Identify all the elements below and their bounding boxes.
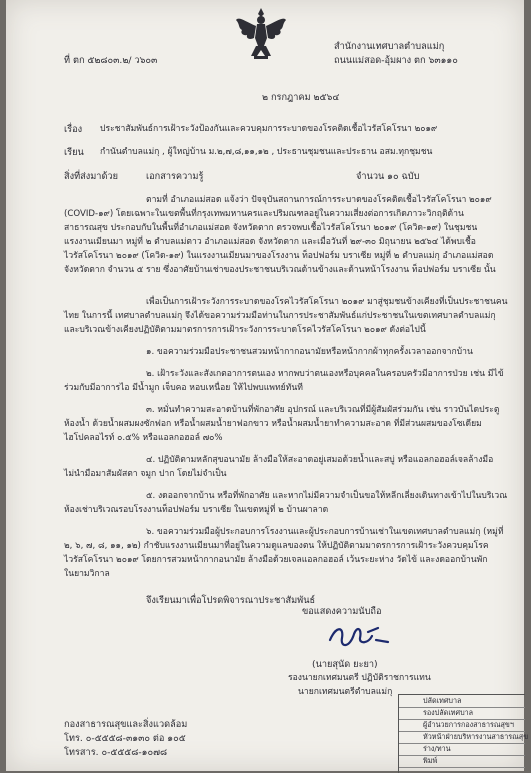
paragraph-1-line: แรงงานเมียนมา หมู่ที่ ๒ ตำบลแม่ตาว อำเภอแม่สอด จังหวัดตาก และเมื่อวันที่ ๒๙-๓๐ มิถุนายน ๒๕๖๔ ได้พบเชื้อ [64, 237, 476, 247]
measure-item: ห้องเช่าบริเวณรอบโรงงานท็อปฟอร์ม บราเซีย ในเขตหมู่ที่ ๒ บ้านผาลาด [64, 505, 329, 515]
measure-item: ห้องน้ำ ด้วยน้ำผสมผงซักฟอก หรือน้ำผสมน้ำยาฟอกขาว หรือน้ำผสมน้ำยาทำความสะอาด ที่มีส่วนผสมของโซเดียม [64, 419, 482, 429]
paragraph-1-line: จังหวัดตาก จำนวน ๕ ราย ซึ่งอาศัยบ้านเช่าของประชาชนบริเวณด้านข้างและด้านหน้าโรงงาน ท็อปฟอร์ม บราเซีย นั้น [64, 265, 496, 275]
measure-item: ร่วมกับมีอาการไอ มีน้ำมูก เจ็บคอ หอบเหนื่อย ให้ไปพบแพทย์ทันที [64, 383, 303, 393]
closing-line: จึงเรียนมาเพื่อโปรดพิจารณาประชาสัมพันธ์ [146, 595, 316, 606]
measure-item: ในยามวิกาล [64, 569, 110, 579]
department: กองสาธารณสุขและสิ่งแวดล้อม [64, 719, 188, 730]
measure-item: ๔. ปฏิบัติตามหลักสุขอนามัย ล้างมือให้สะอาดอยู่เสมอด้วยน้ำและสบู่ หรือแอลกอฮอล์เจลล้างมือ [146, 455, 494, 465]
to-label: เรียน [64, 147, 84, 158]
routing-item: รองปลัดเทศบาล [423, 708, 474, 717]
routing-item: ผู้อำนวยการกองสาธารณสุขฯ [423, 720, 514, 729]
measure-item: ๑. ขอความร่วมมือประชาชนสวมหน้ากากอนามัยหรือหน้ากากผ้าทุกครั้งเวลาออกจากบ้าน [146, 347, 473, 357]
routing-item: พิมพ์ [423, 756, 438, 765]
signer-name: (นายสุนัด ยะยา) [312, 659, 378, 670]
measure-item: ไวรัสโคโรนา ๒๐๑๙ โดยการสวมหน้ากากอนามัย ล้างมือด้วยเจลแอลกอฮอล์ เว้นระยะห่าง วัดไข้ และงดออกบ้านพัก [64, 555, 488, 565]
office-name: สำนักงานเทศบาลตำบลแม่กุ [334, 41, 445, 52]
measure-item: ไม่นำมือมาสัมผัสตา จมูก ปาก โดยไม่จำเป็น [64, 469, 227, 479]
to-text: กำนันตำบลแม่กุ , ผู้ใหญ่บ้าน ม.๒,๗,๘,๑๑,๑๒ , ประธานชุมชนและประธาน อสม.ทุกชุมชน [100, 147, 433, 157]
regards: ขอแสดงความนับถือ [302, 606, 382, 617]
handwritten-signature [324, 620, 394, 654]
measure-item: ไฮโปคลอไรท์ ๐.๕% หรือแอลกอฮอล์ ๗๐% [64, 433, 223, 443]
routing-item: หัวหน้าฝ่ายบริหารงานสาธารณสุข [423, 732, 529, 741]
measure-item: ๒. เฝ้าระวังและสังเกตอาการตนเอง หากพบว่าตนเองหรือบุคคลในครอบครัวมีอาการป่วย เช่น มีไข้ [146, 369, 504, 379]
attachment-quantity: จำนวน ๑๐ ฉบับ [356, 171, 420, 182]
measure-item: ๒, ๖, ๗, ๘, ๑๑, ๑๒) กำชับแรงงานเมียนมาที่อยู่ในความดูแลของตน ให้ปฏิบัติตามมาตรการการเฝ้าระวังควบคุมโรค [64, 541, 489, 551]
paragraph-2-line: เพื่อเป็นการเฝ้าระวังการระบาดของโรคไวรัสโคโรนา ๒๐๑๙ มาสู่ชุมชนข้างเคียงที่เป็นประชาชนคน [146, 297, 508, 307]
fax: โทรสาร. ๐-๕๕๕๘-๑๐๗๘ [64, 747, 168, 758]
paragraph-1-line: (COVID-๑๙) โดยเฉพาะในเขตพื้นที่กรุงเทพมหานครและปริมณฑลอยู่ในความเสี่ยงต่อการเกิดภาวะวิกฤติด้าน [64, 209, 464, 219]
paragraph-2-line: และบริเวณข้างเคียงปฏิบัติตามมาตรการการเฝ้าระวังการระบาดโรคไวรัสโคโรนา ๒๐๑๙ ดังต่อไปนี้ [64, 325, 426, 335]
signer-position: นายกเทศมนตรีตำบลแม่กุ [298, 687, 393, 697]
attachment-label: สิ่งที่ส่งมาด้วย [64, 171, 118, 182]
paragraph-2-line: ไทย ในการนี้ เทศบาลตำบลแม่กุ จึงได้ขอความร่วมมือท่านในการประชาสัมพันธ์แก่ประชาชนในเขตเทศบาลตำบลแม่กุ [64, 311, 496, 321]
document-page [6, 0, 529, 771]
routing-box [398, 694, 529, 773]
garuda-emblem-icon [234, 6, 288, 62]
document-date: ๒ กรกฎาคม ๒๕๖๔ [262, 92, 340, 103]
measure-item: ๕. งดออกจากบ้าน หรือที่พักอาศัย และหากไม่มีความจำเป็นขอให้หลีกเลี่ยงเดินทางเข้าไปในบริเวณ [146, 491, 508, 501]
routing-item: ร่าง/ทาน [423, 744, 451, 753]
paragraph-1-line: ตามที่ อำเภอแม่สอด แจ้งว่า ปัจจุบันสถานการณ์การระบาดของโรคติดเชื้อไวรัสโคโรนา ๒๐๑๙ [146, 195, 492, 205]
subject-text: ประชาสัมพันธ์การเฝ้าระวังป้องกันและควบคุมการระบาดของโรคติดเชื้อไวรัสโคโรนา ๒๐๑๙ [100, 124, 438, 134]
paragraph-1-line: สาธารณสุข ประกอบกับในพื้นที่อำเภอแม่สอด จังหวัดตาก ตรวจพบเชื้อไวรัสโคโรนา ๒๐๑๙ (โควิด-๑๙) ในชุมชน [64, 223, 478, 233]
signer-position: รองนายกเทศมนตรี ปฏิบัติราชการแทน [288, 673, 431, 683]
office-address: ถนนแม่สอด-อุ้มผาง ตก ๖๓๑๑๐ [334, 55, 458, 66]
telephone: โทร. ๐-๕๕๕๘-๓๑๓๐ ต่อ ๑๐๕ [64, 733, 186, 744]
document-number: ที่ ตก ๕๒๘๐๓.๒/ ว๖๐๓ [64, 55, 158, 66]
measure-item: ๖. ขอความร่วมมือผู้ประกอบการโรงงานและผู้ประกอบการบ้านเช่าในเขตเทศบาลตำบลแม่กุ (หมู่ที่ [146, 527, 504, 537]
subject-label: เรื่อง [64, 124, 83, 135]
measure-item: ๓. หมั่นทำความสะอาดบ้านที่พักอาศัย อุปกรณ์ และบริเวณที่มีผู้สัมผัสร่วมกัน เช่น ราวบันไดประตู [146, 405, 500, 415]
attachment-text: เอกสารความรู้ [146, 171, 204, 182]
paragraph-1-line: ไวรัสโคโรนา ๒๐๑๙ (โควิด-๑๙) ในแรงงานเมียนมาของโรงงาน ท็อปฟอร์ม บราเซีย หมู่ที่ ๒ ตำบลแม่กุ อำเภอแม่สอด [64, 251, 494, 261]
routing-item: ปลัดเทศบาล [423, 696, 462, 705]
